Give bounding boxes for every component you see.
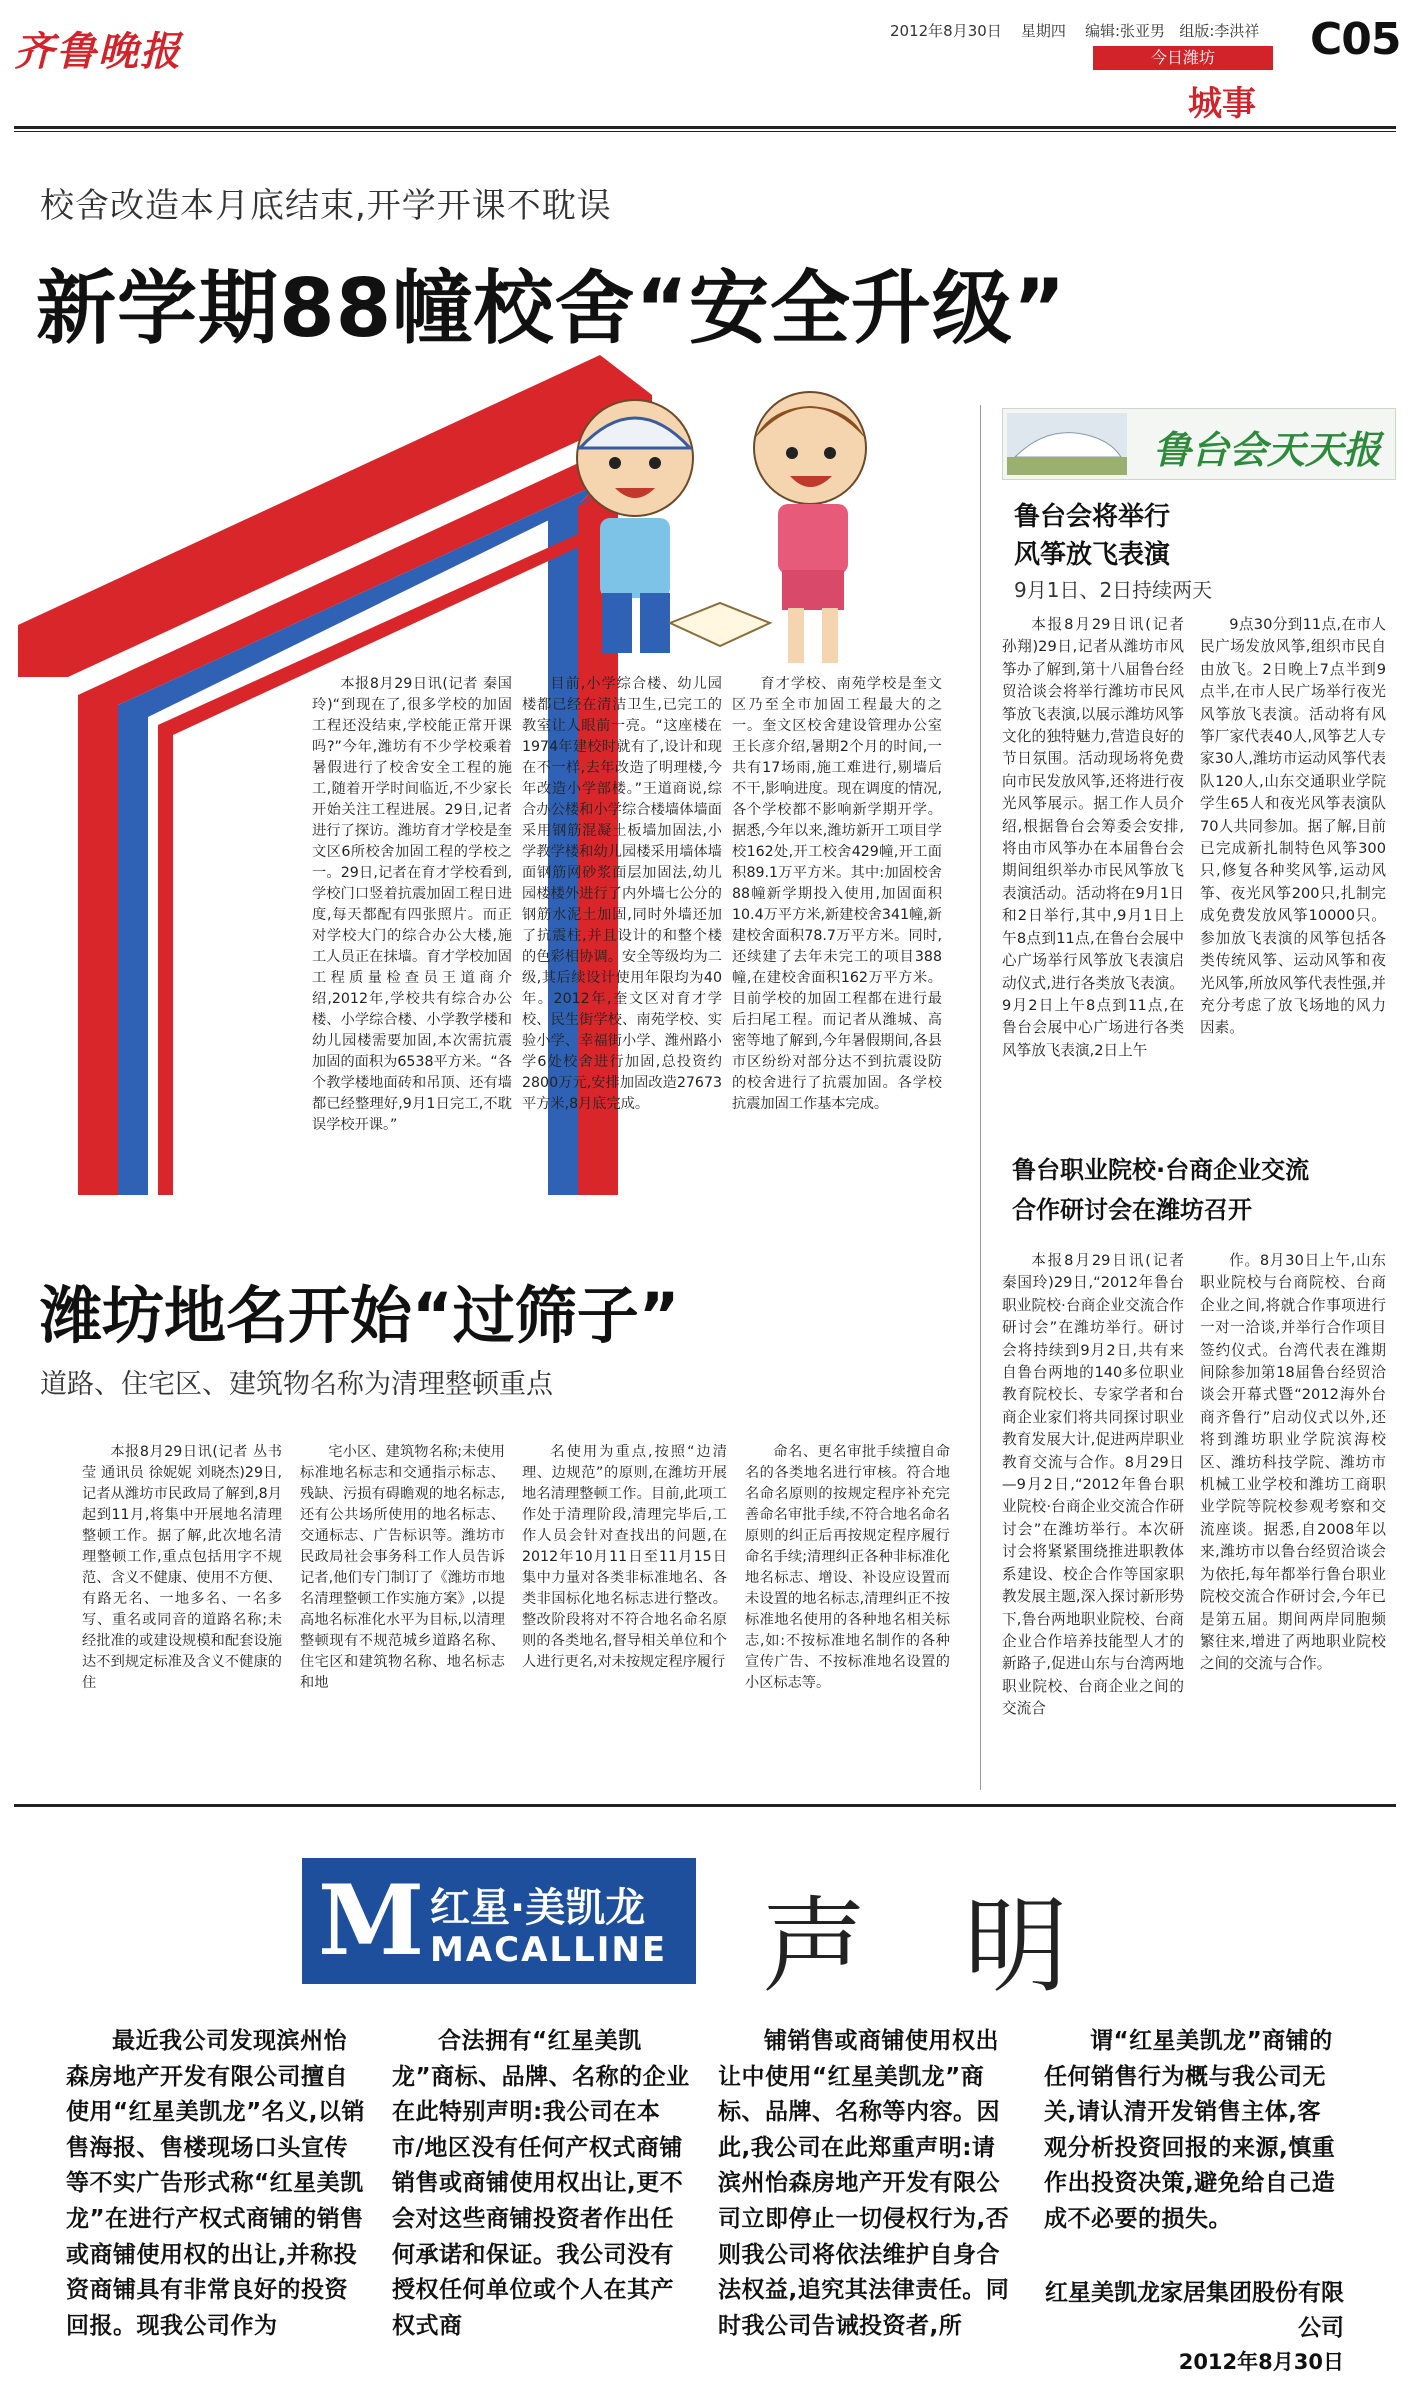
ad-sign-date: 2012年8月30日	[1178, 2350, 1344, 2374]
designer-credit: 组版:李洪祥	[1179, 22, 1260, 40]
sidebar-divider	[980, 405, 981, 1790]
story2-headline-line1: 鲁台职业院校·台商企业交流	[1012, 1156, 1310, 1184]
paper-logo: 齐鲁晚报	[14, 28, 182, 75]
ad-signature: 红星美凯龙家居集团股份有限公司	[1045, 2280, 1344, 2341]
section-tag: 今日潍坊	[1093, 46, 1273, 70]
ad-col2-text: 合法拥有“红星美凯龙”商标、品牌、名称的企业在此特别声明:我公司在本市/地区没有任何产权式商铺销售或商铺使用权出让,更不会对这些商铺投资者作出任何承诺和保证。我公司没有授权任何单位或个人在其产权式商	[392, 2028, 690, 2339]
article1-col2	[522, 674, 722, 1278]
article2-col2	[300, 1442, 505, 1780]
children-running-icon	[520, 378, 960, 678]
story1-col1	[1002, 614, 1184, 1134]
section-title: 城事	[1188, 84, 1256, 124]
article2-col1	[82, 1442, 282, 1780]
story2-col2-text: 作。8月30日上午,山东职业院校与台商院校、台商企业之间,将就合作事项进行一对一洽谈,并举行合作项目签约仪式。台湾代表在潍期间除参加第18届鲁台经贸洽谈会开幕式暨“2012海外台商齐鲁行”启动仪式以外,还将到潍坊职业学院滨海校区、潍坊科技学院、潍坊市机械工业学校和潍坊工商职业学院等院校参观考察和交流座谈。据悉,自2008年以来,潍坊市以鲁台经贸洽谈会为依托,每年都举行鲁台职业院校交流合作研讨会,今年已是第五届。期间两岸同胞频繁往来,增进了两地职业院校之间的交流与合作。	[1200, 1252, 1386, 1673]
ad-logo-letter: M	[318, 1864, 425, 1977]
article1-col1-text: 本报8月29日讯(记者 秦国玲)“到现在了,很多学校的加固工程还没结束,学校能正常开课吗?”今年,潍坊有不少学校乘着暑假进行了校舍安全工程的施工,随着开学时间临近,不少家长开始关注工程进展。29日,记者进行了探访。潍坊育才学校是奎文区6所校舍加固工程的学校之一。29日,记者在育才学校看到,学校门口竖着抗震加固工程日进度,每天都配有四张照片。而正对学校大门的综合办公大楼,施工人员正在抹墙。育才学校加固工程质量检查员王道商介绍,2012年,学校共有综合办公楼、小学综合楼、小学教学楼和幼儿园楼需要加固,本次需抗震加固的面积为6538平方米。“各个教学楼地面砖和吊顶、还有墙都已经整理好,9月1日完工,不耽误学校开课。”	[312, 676, 512, 1133]
article1-headline: 新学期88幢校舍“安全升级”	[36, 262, 1067, 355]
ad-col4-text: 谓“红星美凯龙”商铺的任何销售行为概与我公司无关,请认清开发销售主体,客观分析投资回报的来源,慎重作出投资决策,避免给自己造成不必要的损失。	[1044, 2028, 1336, 2232]
issue-weekday: 星期四	[1020, 22, 1066, 40]
masthead-info	[890, 20, 1259, 41]
article1-col1	[312, 674, 512, 1278]
article2-col4	[745, 1442, 950, 1780]
editor-credit: 编辑:张亚男	[1084, 22, 1166, 40]
story1-subhead: 9月1日、2日持续两天	[1014, 578, 1213, 602]
ad-logo	[302, 1858, 696, 1984]
article2-col3	[522, 1442, 727, 1780]
ad-logo-cn: 红星·美凯龙	[430, 1885, 646, 1931]
story1-col2-text: 9点30分到11点,在市人民广场发放风筝,组织市民自由放飞。2日晚上7点半到9点半,在市人民广场举行夜光风筝放飞表演。活动将有风筝厂家代表40人,风筝艺人专家30人,潍坊市运动风筝代表队120人,山东交通职业学院学生65人和夜光风筝表演队70人共同参加。据了解,目前已完成新扎制特色风筝300只,修复各种奖风筝,运动风筝、夜光风筝200只,扎制完成免费发放风筝10000只。参加放飞表演的风筝包括各类传统风筝、运动风筝和夜光风筝,所放风筝代表性强,并充分考虑了放飞场地的风力因素。	[1200, 616, 1386, 1037]
masthead	[0, 0, 1409, 140]
story1-headline-line1: 鲁台会将举行	[1014, 502, 1171, 532]
issue-date: 2012年8月30日	[890, 22, 1002, 40]
ad-col4	[1044, 2024, 1344, 2276]
ad-logo-en: MACALLINE	[430, 1930, 668, 1970]
article1-col3-text: 育才学校、南苑学校是奎文区乃至全市加固工程最大的之一。奎文区校舍建设管理办公室王长彦介绍,暑期2个月的时间,一共有17场雨,施工难进行,剔墙后不干,影响进度。现在调度的情况,各个学校都不影响新学期开学。据悉,今年以来,潍坊新开工项目学校162处,开工校舍429幢,开工面积89.1万平方米。其中:加固校舍88幢新学期投入使用,加固面积10.4万平方米,新建校舍341幢,新建校舍面积78.7万平方米。同时,还续建了去年未完工的项目388幢,在建校舍面积162万平方米。目前学校的加固工程都在进行最后扫尾工程。而记者从潍城、高密等地了解到,今年暑假期间,各县市区纷纷对部分达不到抗震设防的校舍进行了抗震加固。各学校抗震加固工作基本完成。	[732, 676, 942, 1112]
ad-col1-text: 最近我公司发现滨州怡森房地产开发有限公司擅自使用“红星美凯龙”名义,以销售海报、售楼现场口头宣传等不实广告形式称“红星美凯龙”在进行产权式商铺的销售或商铺使用权的出让,并称投资商铺具有非常良好的投资回报。现我公司作为	[66, 2028, 365, 2339]
ad-col3-text: 铺销售或商铺使用权出让中使用“红星美凯龙”商标、品牌、名称等内容。因此,我公司在此郑重声明:请滨州怡森房地产开发有限公司立即停止一切侵权行为,否则我公司将依法维护自身合法权益,追究其法律责任。同时我公司告诫投资者,所	[718, 2028, 1010, 2339]
story2-col1	[1002, 1250, 1184, 1778]
ad-col3	[718, 2024, 1018, 2349]
article1-col3	[732, 674, 942, 1278]
article2-col4-text: 命名、更名审批手续擅自命名的各类地名进行审核。符合地名命名原则的按规定程序补充完善命名审批手续,不符合地名命名原则的纠正后再按规定程序履行命名手续;清理纠正各种非标准化地名标志、增设、补设应设置而未设置的地名标志,清理纠正不按标准地名使用的各种地名相关标志,如:不按标准地名制作的各种宣传广告、不按标准地名设置的小区标志等。	[745, 1444, 950, 1691]
sidebar-banner	[1002, 408, 1396, 480]
story1-headline-line2: 风筝放飞表演	[1014, 540, 1171, 570]
page-number: C05	[1310, 14, 1401, 65]
article2-col2-text: 宅小区、建筑物名称;未使用标准地名标志和交通指示标志、残缺、污损有碍瞻观的地名标志,还有公共场所使用的地名标志、交通标志、广告标识等。潍坊市民政局社会事务科工作人员告诉记者,他们专门制订了《潍坊市地名清理整顿工作实施方案》,以提高地名标准化水平为目标,以清理整顿现有不规范城乡道路名称、住宅区和建筑物名称、地名标志和地	[300, 1444, 505, 1691]
sidebar-banner-title: 鲁台会天天报	[1153, 427, 1382, 472]
article2-col3-text: 名使用为重点,按照“边清理、边规范”的原则,在潍坊开展地名清理整顿工作。目前,此项工作处于清理阶段,清理完毕后,工作人员会针对查找出的问题,在2012年10月11日至11月15日集中力量对各类非标准地名、各类非国标化地名标志进行整改。整改阶段将对不符合地名命名原则的各类地名,督导相关单位和个人进行更名,对未按规定程序履行	[522, 1444, 727, 1670]
story2-col1-text: 本报8月29日讯(记者 秦国玲)29日,“2012年鲁台职业院校·台商企业交流合作研讨会”在潍坊举行。研讨会将持续到9月2日,共有来自鲁台两地的140多位职业教育院校长、专家学者和台商企业家们将共同探讨职业教育发展大计,促进两岸职业教育交流与合作。8月29日—9月2日,“2012年鲁台职业院校·台商企业交流合作研讨会”在潍坊举行。本次研讨会将紧紧围绕推进职教体系建设、校企合作等国家职教发展主题,深入探讨新形势下,鲁台两地职业院校、台商企业合作培养技能型人才的新路子,促进山东与台湾两地职业院校、台商企业之间的交流合	[1002, 1252, 1184, 1718]
article2-subhead: 道路、住宅区、建筑物名称为清理整顿重点	[40, 1369, 553, 1400]
article2-headline: 潍坊地名开始“过筛子”	[40, 1279, 680, 1352]
article1-col2-text: 目前,小学综合楼、幼儿园楼都已经在清洁卫生,已完工的教室让人眼前一亮。“这座楼在1974年建校时就有了,设计和现在不一样,去年改造了明理楼,今年改造小学部楼。”王道商说,综合办公楼和小学综合楼墙体墙面采用钢筋混凝土板墙加固法,小学教学楼和幼儿园楼采用墙体墙面钢筋网砂浆面层加固法,幼儿园楼楼外进行了内外墙七公分的钢筋水泥土加固,同时外墙还加了抗震柱,并且设计的和整个楼的色彩相协调。安全等级均为二级,其后续设计使用年限均为40年。2012年,奎文区对育才学校、民生街学校、南苑学校、实验小学、幸福街小学、潍州路小学6处校舍进行加固,总投资约2800万元,安排加固改造27673平方米,8月底完成。	[522, 676, 722, 1112]
article1-kicker: 校舍改造本月底结束,开学开课不耽误	[40, 186, 612, 226]
masthead-rule	[14, 126, 1396, 129]
story1-col2	[1200, 614, 1386, 1134]
ad-title: 声明	[762, 1885, 1167, 2007]
article2-col1-text: 本报8月29日讯(记者 丛书莹 通讯员 徐妮妮 刘晓杰)29日,记者从潍坊市民政局了解到,8月起到11月,将集中开展地名清理整顿工作。据了解,此次地名清理整顿工作,重点包括用字不规范、含义不健康、使用不方便、有路无名、一地多名、一名多写、重名或同音的道路名称;未经批准的或建设规模和配套设施达不到规定标准及含义不健康的住	[82, 1444, 282, 1691]
pavilion-photo-icon	[1007, 413, 1127, 475]
story2-headline-line2: 合作研讨会在潍坊召开	[1012, 1196, 1252, 1224]
ad-divider	[14, 1804, 1396, 1807]
masthead-rule-thin	[14, 131, 1396, 132]
ad-col2	[392, 2024, 692, 2349]
ad-col1	[66, 2024, 366, 2349]
story1-col1-text: 本报8月29日讯(记者 孙翔)29日,记者从潍坊市风筝办了解到,第十八届鲁台经贸洽谈会将举行潍坊市民风筝放飞表演,以展示潍坊风筝文化的独特魅力,营造良好的节日氛围。活动现场将免费向市民发放风筝,还将进行夜光风筝展示。据工作人员介绍,根据鲁台会筹委会安排,将由市风筝办在本届鲁台会期间组织举办市民风筝放飞表演活动。活动将在9月1日和2日举行,其中,9月1日上午8点到11点,在鲁台会展中心广场举行风筝放飞表演启动仪式,进行各类放飞表演。9月2日上午8点到11点,在鲁台会展中心广场进行各类风筝放飞表演,2日上午	[1002, 616, 1184, 1059]
story2-col2	[1200, 1250, 1386, 1778]
